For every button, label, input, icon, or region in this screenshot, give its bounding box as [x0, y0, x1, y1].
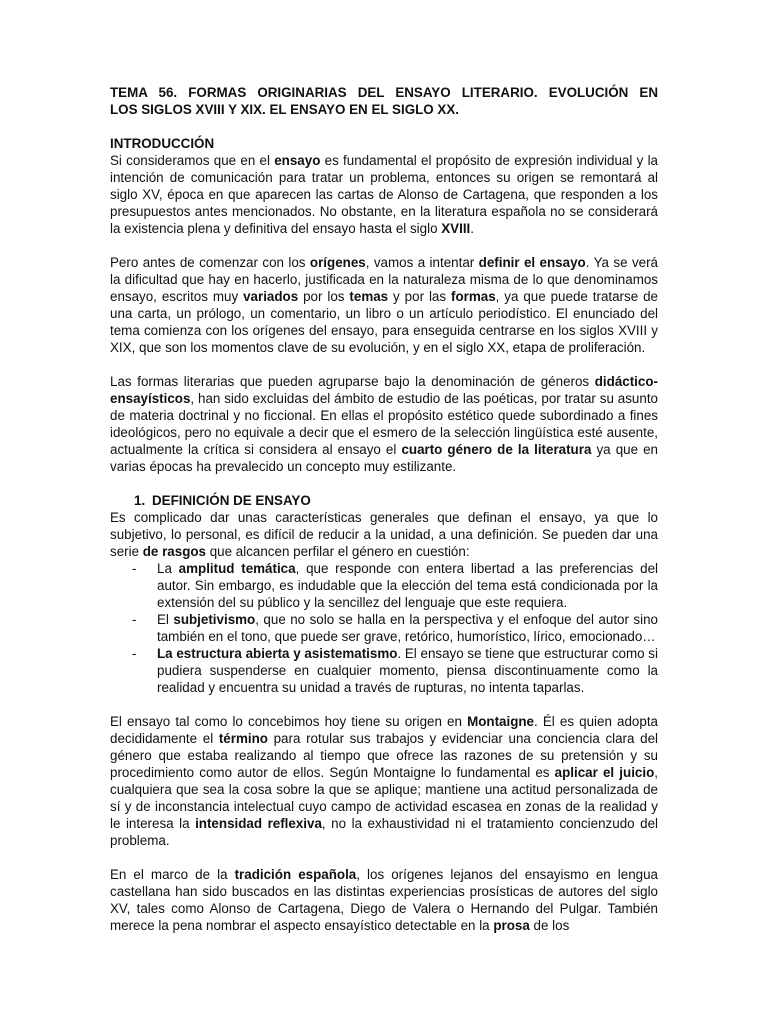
title-line-1: TEMA 56. FORMAS ORIGINARIAS DEL ENSAYO LITERARIO. EVOLUCIÓN EN [110, 85, 658, 100]
section-number: 1. [134, 493, 146, 508]
intro-paragraph-2: Pero antes de comenzar con los orígenes, vamos a intentar definir el ensayo. Ya se verá la dificultad que hay en hacerlo, justificada en la naturaleza misma de lo que denominamos ensayo, escritos muy variados por los temas y por las formas, ya que puede tratarse de una carta, un prólogo, un comentario, un libro o un artículo periodístico. El enunciado del tema comienza con los orígenes del ensayo, para enseguida centrarse en los siglos XVIII y XIX, que son los momentos clave de su evolución, y en el siglo XX, etapa de proliferación. [110, 255, 658, 355]
dash-marker: - [132, 646, 137, 661]
document-title [110, 84, 658, 118]
intro-paragraph-1: Si consideramos que en el ensayo es fundamental el propósito de expresión individual y la intención de comunicación para tratar un problema, entonces su origen se remontará al siglo XV, época en que aparecen las cartas de Alonso de Cartagena, que responden a los presupuestos antes mencionados. No obstante, en la literatura española no se considerará la existencia plena y definitiva del ensayo hasta el siglo XVIII. [110, 153, 658, 236]
section-1-paragraph-1: Es complicado dar unas características generales que definan el ensayo, ya que lo subjetivo, lo personal, es difícil de reducir a la unidad, a una definición. Se pueden dar una serie de rasgos que alcancen perfilar el género en cuestión: [110, 510, 658, 559]
dash-marker: - [132, 561, 137, 576]
intro-paragraph-3: Las formas literarias que pueden agruparse bajo la denominación de géneros didáctico-ensayísticos, han sido excluidas del ámbito de estudio de las poéticas, por tratar su asunto de materia doctrinal y no ficcional. En ellas el propósito estético quede subordinado a fines ideológicos, pero no equivale a decir que el esmero de la selección lingüística esté ausente, actualmente la crítica si considera al ensayo el cuarto género de la literatura ya que en varias épocas ha prevalecido un concepto muy estilizante. [110, 374, 659, 474]
section-1-paragraph-2: El ensayo tal como lo concebimos hoy tiene su origen en Montaigne. Él es quien adopta decididamente el término para rotular sus trabajos y evidenciar una conciencia clara del género que estaba realizando al tiempo que ofrece las razones de su pretensión y su procedimiento como autor de ellos. Según Montaigne lo fundamental es aplicar el juicio, cualquiera que sea la cosa sobre la que se aplique; mantiene una actitud personalizada de sí y de inconstancia intelectual cuyo campo de actividad escasea en zonas de la realidad y le interesa la intensidad reflexiva, no la exhaustividad ni el tratamiento concienzudo del problema. [110, 714, 658, 848]
list-item: - El subjetivismo, que no solo se halla en la perspectiva y el enfoque del autor sino también en el tono, que puede ser grave, retórico, humorístico, lírico, emocionado… [132, 612, 658, 644]
list-item: - La estructura abierta y asistematismo. El ensayo se tiene que estructurar como si pudiera suspenderse en cualquier momento, piensa discontinuamente como la realidad y encuentra su unidad a través de rupturas, no intenta taparlas. [132, 646, 658, 695]
intro-heading: INTRODUCCIÓN [110, 136, 215, 151]
list-item: - La amplitud temática, que responde con entera libertad a las preferencias del autor. Sin embargo, es indudable que la elección del tema está condicionada por la extensión del su público y la sencillez del lenguaje que este requiera. [132, 561, 658, 610]
title-line-2: LOS SIGLOS XVIII Y XIX. EL ENSAYO EN EL SIGLO XX. [110, 102, 460, 117]
section-title: DEFINICIÓN DE ENSAYO [152, 493, 311, 508]
section-1-paragraph-3: En el marco de la tradición española, los orígenes lejanos del ensayismo en lengua castellana han sido buscados en las distintas experiencias prosísticas de autores del siglo XV, tales como Alonso de Cartagena, Diego de Valera o Hernando del Pulgar. También merece la pena nombrar el aspecto ensayístico detectable en la prosa de los [110, 867, 658, 933]
feature-list [110, 560, 658, 696]
dash-marker: - [132, 612, 137, 627]
section-1-heading [134, 492, 658, 509]
document-page [110, 84, 658, 934]
